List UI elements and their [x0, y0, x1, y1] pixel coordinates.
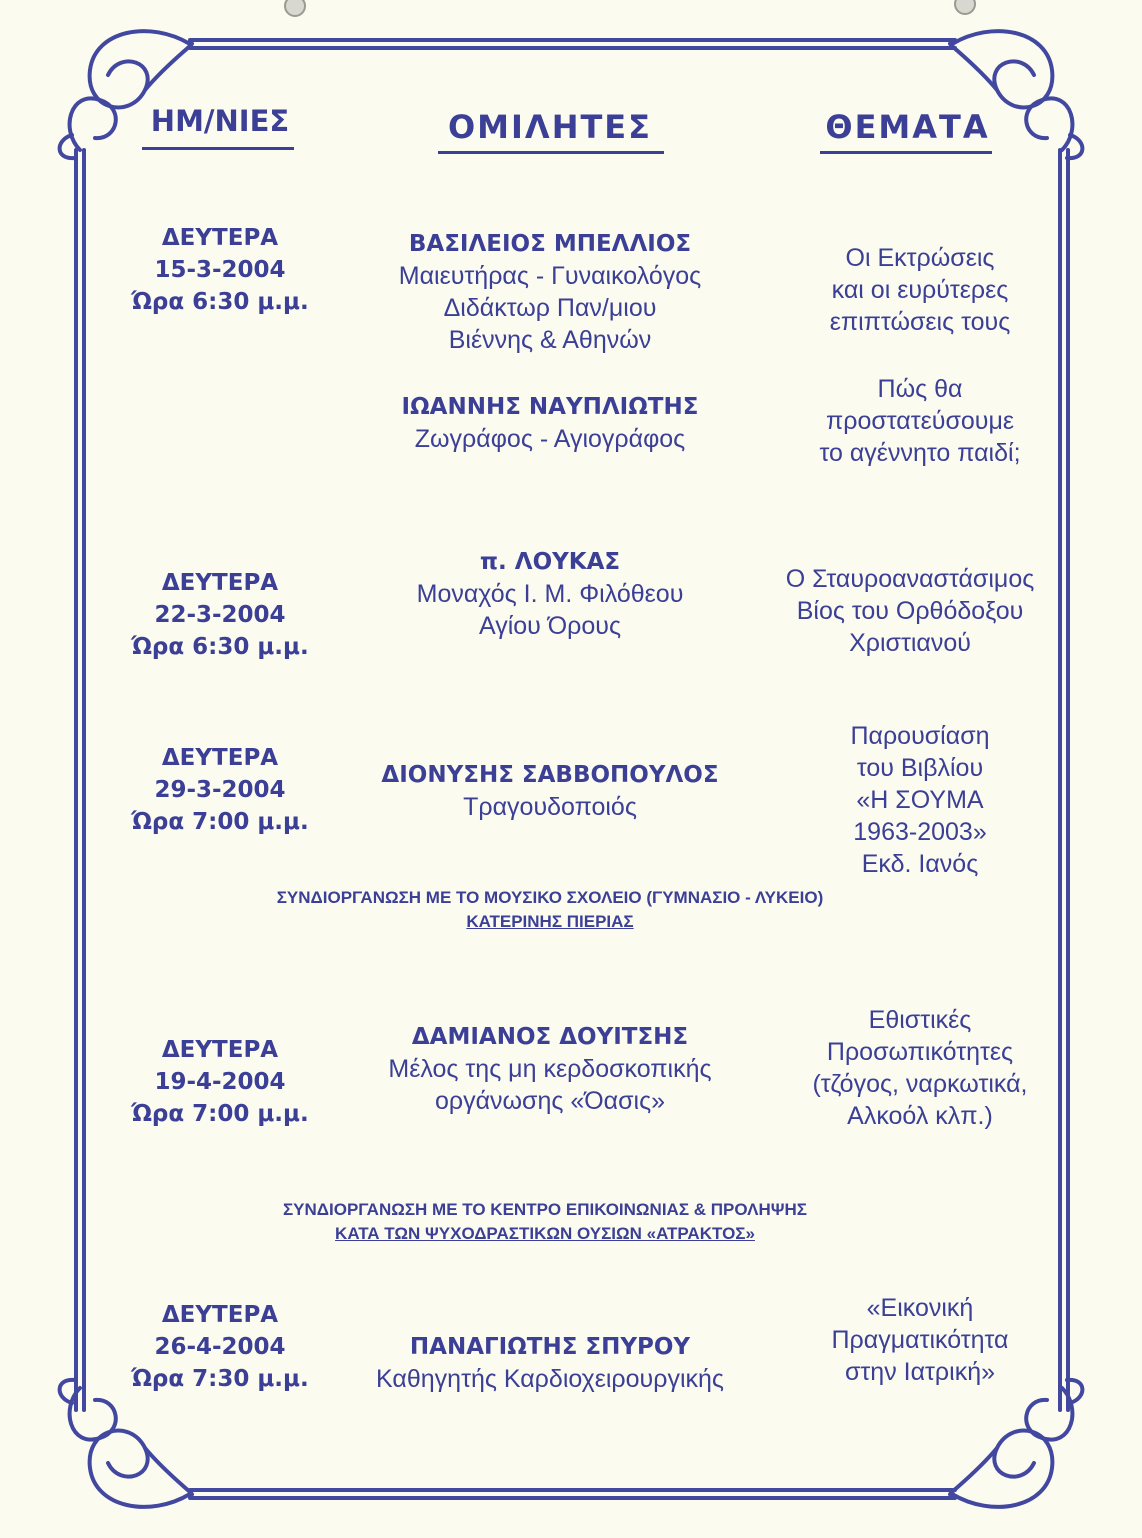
header-speakers: ΟΜΙΛΗΤΕΣ	[447, 108, 653, 146]
event-5-date-value: 26-4-2004	[154, 1334, 286, 1360]
event-4-speaker-desc-2: οργάνωσης «Όασις»	[434, 1087, 666, 1115]
event-1-topic-line-1: Οι Εκτρώσεις	[845, 244, 995, 272]
event-4-date	[110, 1034, 330, 1130]
event-3-speaker	[330, 759, 770, 823]
event-4-topic-line-4: Αλκοόλ κλπ.)	[847, 1102, 993, 1130]
event-1-speaker-2	[330, 391, 770, 455]
event-1-speaker-2-name: ΙΩΑΝΝΗΣ ΝΑΥΠΛΙΩΤΗΣ	[401, 394, 699, 420]
event-5-topic-line-1: «Εικονική	[866, 1294, 974, 1322]
event-3-speaker-name: ΔΙΟΝΥΣΗΣ ΣΑΒΒΟΠΟΥΛΟΣ	[381, 762, 719, 788]
event-1-date	[110, 222, 330, 318]
event-2-date-value: 22-3-2004	[154, 602, 286, 628]
corner-flourish-bottom-left	[60, 1380, 192, 1507]
event-4-topic-line-2: Προσωπικότητες	[826, 1038, 1014, 1066]
event-5-speaker	[320, 1331, 780, 1395]
event-4-speaker-desc-1: Μέλος της μη κερδοσκοπικής	[388, 1055, 712, 1083]
event-4-speaker	[330, 1021, 770, 1117]
note-2-line-1: ΣΥΝΔΙΟΡΓΑΝΩΣΗ ΜΕ ΤΟ ΚΕΝΤΡΟ ΕΠΙΚΟΙΝΩΝΙΑΣ & ΠΡΟΛΗΨΗΣ	[282, 1200, 807, 1219]
event-1-topic	[775, 242, 1065, 338]
binding-hole-left	[285, 0, 305, 16]
co-organization-note-1	[100, 886, 1000, 934]
event-3-topic-line-5: Εκδ. Ιανός	[861, 850, 979, 878]
co-organization-note-2	[100, 1198, 990, 1246]
event-3-topic-line-3: «Η ΣΟΥΜΑ	[856, 786, 984, 814]
note-1-line-2: ΚΑΤΕΡΙΝΗΣ ΠΙΕΡΙΑΣ	[466, 912, 634, 931]
header-speakers-underline	[438, 151, 664, 154]
event-1-topic-line-2: και οι ευρύτερες	[831, 276, 1009, 304]
event-1-topic-2-line-3: το αγέννητο παιδί;	[819, 439, 1021, 467]
event-1-date-value: 15-3-2004	[154, 257, 286, 283]
header-topics: ΘΕΜΑΤΑ	[825, 108, 990, 146]
event-2-topic-line-3: Χριστιανού	[849, 629, 971, 657]
event-5-speaker-name: ΠΑΝΑΓΙΩΤΗΣ ΣΠΥΡΟΥ	[409, 1334, 691, 1360]
event-4-date-value: 19-4-2004	[154, 1069, 286, 1095]
event-1-day: ΔΕΥΤΕΡΑ	[161, 225, 279, 251]
event-4-day: ΔΕΥΤΕΡΑ	[161, 1037, 279, 1063]
event-2-topic	[755, 563, 1065, 659]
header-topics-underline	[820, 151, 992, 154]
event-1-speaker-name: ΒΑΣΙΛΕΙΟΣ ΜΠΕΛΛΙΟΣ	[408, 231, 692, 257]
event-3-topic	[775, 720, 1065, 880]
note-2-line-2: ΚΑΤΑ ΤΩΝ ΨΥΧΟΔΡΑΣΤΙΚΩΝ ΟΥΣΙΩΝ «ΑΤΡΑΚΤΟΣ»	[335, 1224, 755, 1243]
event-4-speaker-name: ΔΑΜΙΑΝΟΣ ΔΟΥΙΤΣΗΣ	[411, 1024, 689, 1050]
event-3-date	[110, 742, 330, 838]
event-1-speaker	[330, 228, 770, 356]
event-2-speaker	[330, 546, 770, 642]
event-5-day: ΔΕΥΤΕΡΑ	[161, 1302, 279, 1328]
event-1-topic-line-3: επιπτώσεις τους	[829, 308, 1011, 336]
event-3-speaker-desc-1: Τραγουδοποιός	[463, 793, 637, 821]
event-3-date-value: 29-3-2004	[154, 777, 286, 803]
event-2-time: Ώρα 6:30 μ.μ.	[131, 634, 309, 660]
event-2-speaker-name: π. ΛΟΥΚΑΣ	[479, 549, 621, 575]
event-2-date	[110, 567, 330, 663]
event-5-time: Ώρα 7:30 μ.μ.	[131, 1366, 309, 1392]
event-3-topic-line-2: του Βιβλίου	[856, 754, 984, 782]
binding-hole-right	[955, 0, 975, 14]
event-3-topic-line-1: Παρουσίαση	[850, 722, 990, 750]
event-1-topic-2-line-1: Πώς θα	[877, 375, 963, 403]
event-1-time: Ώρα 6:30 μ.μ.	[131, 289, 309, 315]
event-5-speaker-desc-1: Καθηγητής Καρδιοχειρουργικής	[376, 1365, 724, 1393]
event-1-speaker-desc-1: Μαιευτήρας - Γυναικολόγος	[398, 262, 702, 290]
event-2-speaker-desc-2: Αγίου Όρους	[478, 612, 621, 640]
event-3-time: Ώρα 7:00 μ.μ.	[131, 809, 309, 835]
event-3-day: ΔΕΥΤΕΡΑ	[161, 745, 279, 771]
event-3-topic-line-4: 1963-2003»	[853, 818, 987, 846]
event-4-topic	[775, 1004, 1065, 1132]
event-5-topic	[775, 1292, 1065, 1388]
corner-flourish-top-left	[60, 31, 192, 158]
event-1-speaker-2-desc: Ζωγράφος - Αγιογράφος	[414, 425, 686, 453]
event-2-speaker-desc-1: Μοναχός Ι. Μ. Φιλόθεου	[416, 580, 684, 608]
event-2-topic-line-2: Βίος του Ορθόδοξου	[796, 597, 1024, 625]
corner-flourish-bottom-right	[950, 1380, 1082, 1507]
note-1-line-1: ΣΥΝΔΙΟΡΓΑΝΩΣΗ ΜΕ ΤΟ ΜΟΥΣΙΚΟ ΣΧΟΛΕΙΟ (ΓΥΜΝΑΣΙΟ - ΛΥΚΕΙΟ)	[276, 888, 824, 907]
event-1-topic-2	[775, 373, 1065, 469]
event-4-time: Ώρα 7:00 μ.μ.	[131, 1101, 309, 1127]
header-dates: ΗΜ/ΝΙΕΣ	[150, 104, 290, 138]
event-2-topic-line-1: Ο Σταυροαναστάσιμος	[785, 565, 1035, 593]
event-5-topic-line-3: στην Ιατρική»	[844, 1358, 995, 1386]
event-5-topic-line-2: Πραγματικότητα	[831, 1326, 1009, 1354]
event-1-topic-2-line-2: προστατεύσουμε	[825, 407, 1015, 435]
event-1-speaker-desc-3: Βιέννης & Αθηνών	[448, 326, 652, 354]
event-4-topic-line-1: Εθιστικές	[868, 1006, 972, 1034]
event-4-topic-line-3: (τζόγος, ναρκωτικά,	[812, 1070, 1028, 1098]
event-1-speaker-desc-2: Διδάκτωρ Παν/μιου	[443, 294, 657, 322]
header-dates-underline	[142, 147, 294, 150]
event-2-day: ΔΕΥΤΕΡΑ	[161, 570, 279, 596]
event-5-date	[110, 1299, 330, 1395]
